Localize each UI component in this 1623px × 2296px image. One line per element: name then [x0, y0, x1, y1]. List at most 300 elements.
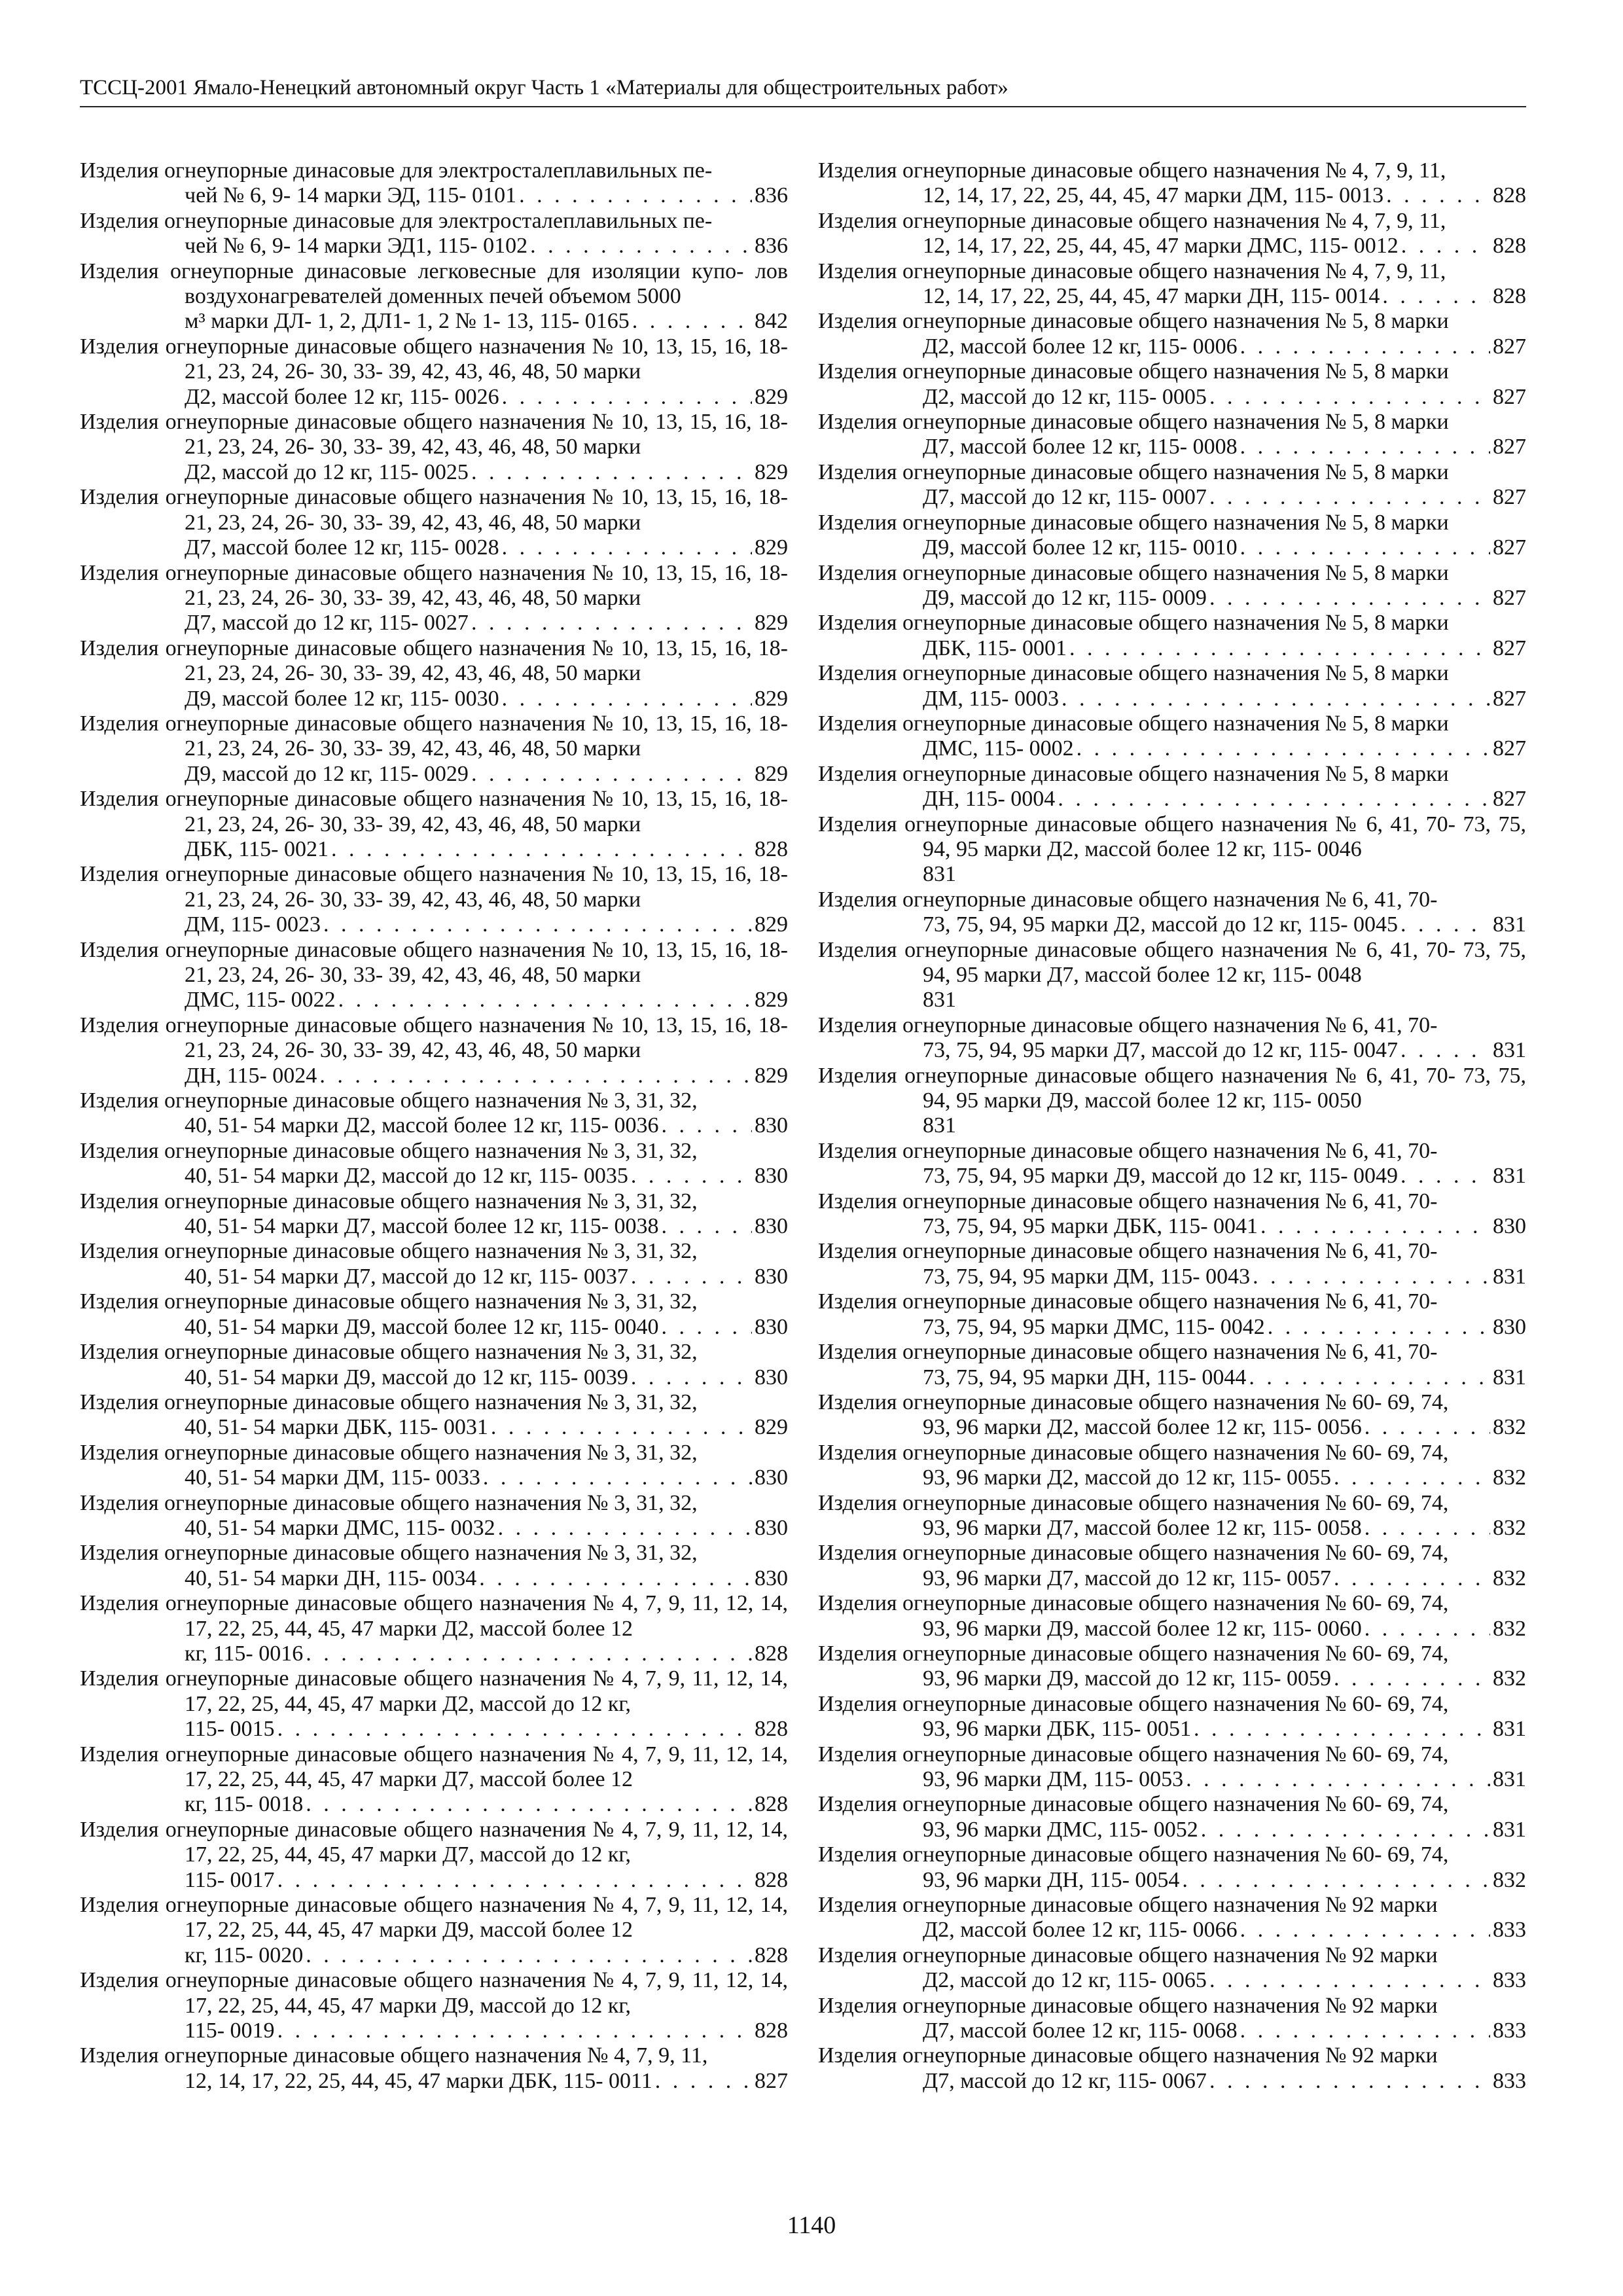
entry-last-line [185, 1641, 788, 1666]
entry-text: Д7, массой до 12 кг, 115- 0007 [923, 485, 1207, 510]
entry-text: кг, 115- 0020 [185, 1943, 304, 1967]
entry-text: Д2, массой более 12 кг, 115- 0066 [923, 1918, 1238, 1943]
entry-text: Изделия огнеупорные динасовые общего назначения № 5, 8 марки [818, 661, 1449, 686]
entry-text: 93, 96 марки Д9, массой более 12 кг, 115- 0060 [923, 1616, 1362, 1641]
page-reference: 832 [1493, 1415, 1526, 1440]
entry-text: 12, 14, 17, 22, 25, 44, 45, 47 марки Д2, массой более 12 [185, 1591, 789, 1641]
entry-last-line [185, 1516, 788, 1541]
entry-last-line [923, 636, 1526, 661]
entry-text: 831 [923, 862, 956, 887]
dot-leader [1260, 1214, 1490, 1239]
page-number: 1140 [787, 2212, 836, 2239]
entry-text: 16, 18- 21, 23, 24, 26- 30, 33- 39, 42, 43, 46, 48, 50 марки [185, 711, 788, 761]
dot-leader [1400, 912, 1490, 937]
page-reference: 833 [1493, 2018, 1526, 2043]
page-reference: 827 [1493, 636, 1526, 660]
entry-text: ДБК, 115- 0021 [185, 836, 329, 861]
entry-text: 12, 14, 17, 22, 25, 44, 45, 47 марки Д7, массой более 12 [185, 1742, 789, 1791]
entry-text: Изделия огнеупорные динасовые общего назначения № 4, 7, 9, 11, [818, 158, 1446, 183]
index-entry [818, 1139, 1526, 1189]
entry-text: чей № 6, 9- 14 марки ЭД, 115- 0101 [185, 183, 517, 208]
entry-text: Изделия огнеупорные динасовые общего назначения № 10, 13, 15, [80, 862, 718, 887]
page-reference: 833 [1493, 2068, 1526, 2093]
entry-text: 12, 14, 17, 22, 25, 44, 45, 47 марки Д7, массой до 12 кг, [185, 1817, 789, 1867]
index-entry [80, 334, 788, 410]
page-reference: 830 [755, 1214, 788, 1239]
entry-text: Изделия огнеупорные динасовые легковесные для изоляции купо- [80, 259, 744, 283]
entry-text: 40, 51- 54 марки ДМ, 115- 0033 [185, 1465, 480, 1490]
page-reference: 828 [755, 1792, 788, 1817]
entry-last-line [923, 912, 1526, 937]
entry-text: Изделия огнеупорные динасовые общего назначения № 6, 41, 70- [818, 1063, 1455, 1088]
page-reference: 827 [755, 2068, 788, 2093]
index-entry [80, 1088, 788, 1139]
dot-leader [1186, 1767, 1490, 1792]
entry-last-line [185, 988, 788, 1013]
dot-leader [1209, 485, 1490, 510]
dot-leader [1209, 385, 1490, 410]
entry-last-line [185, 309, 788, 334]
page-reference: 828 [755, 1943, 788, 1967]
entry-text: Д9, массой до 12 кг, 115- 0029 [185, 761, 469, 786]
dot-leader [1240, 334, 1490, 359]
entry-text: Д2, массой более 12 кг, 115- 0026 [185, 384, 499, 409]
page-reference: 836 [755, 234, 788, 259]
index-entry [80, 1239, 788, 1289]
entry-last-line [185, 837, 788, 862]
entry-last-line [923, 1415, 1526, 1440]
dot-leader [502, 687, 752, 711]
page-reference: 827 [1493, 535, 1526, 560]
entry-last-line [185, 687, 788, 711]
entry-last-line [923, 1265, 1526, 1289]
page-reference: 842 [755, 309, 788, 334]
entry-last-line [185, 1064, 788, 1088]
page-reference: 827 [1493, 686, 1526, 711]
entry-last-line [923, 1566, 1526, 1591]
entry-last-line [185, 1214, 788, 1239]
entry-text: Д7, массой до 12 кг, 115- 0067 [923, 2068, 1207, 2093]
entry-text: Д2, массой более 12 кг, 115- 0006 [923, 334, 1238, 359]
entry-text: Изделия огнеупорные динасовые общего назначения № 4, 7, 9, 11, [80, 1666, 719, 1691]
page-reference: 828 [755, 836, 788, 861]
dot-leader [323, 912, 752, 937]
index-entry [818, 1842, 1526, 1893]
page-reference: 831 [1493, 1767, 1526, 1791]
entry-last-line [185, 460, 788, 485]
index-entry [818, 611, 1526, 661]
running-header: ТССЦ-2001 Ямало-Ненецкий автономный округ Часть 1 «Материалы для общестроительных работ» [80, 73, 1526, 107]
entry-last-line [185, 1113, 788, 1138]
entry-text: 73, 75, 94, 95 марки Д9, массой более 12 кг, 115- 0050 [923, 1063, 1527, 1113]
entry-text: Изделия огнеупорные динасовые общего назначения № 5, 8 марки [818, 761, 1449, 786]
entry-text: 115- 0019 [185, 2018, 275, 2043]
entry-text: 73, 75, 94, 95 марки Д2, массой до 12 кг, 115- 0045 [923, 912, 1399, 937]
page-reference: 831 [1493, 1264, 1526, 1289]
dot-leader [471, 611, 752, 636]
dot-leader [277, 1717, 752, 1742]
entry-last-line [185, 2069, 788, 2094]
dot-leader [1364, 1516, 1490, 1541]
page-reference: 833 [1493, 1918, 1526, 1943]
entry-last-line [185, 1792, 788, 1817]
page-reference: 829 [755, 459, 788, 484]
dot-leader [1058, 787, 1490, 812]
dot-leader [1061, 687, 1490, 711]
index-entry [818, 1491, 1526, 1541]
entry-last-line [923, 435, 1526, 459]
entry-text: Изделия огнеупорные динасовые общего назначения № 4, 7, 9, 11, [80, 2043, 708, 2068]
index-entry [818, 158, 1526, 209]
page-reference: 832 [1493, 1515, 1526, 1540]
entry-text: Д7, массой более 12 кг, 115- 0068 [923, 2018, 1238, 2043]
index-entry [818, 1340, 1526, 1390]
entry-last-line [185, 1868, 788, 1893]
entry-text: Изделия огнеупорные динасовые общего назначения № 10, 13, 15, [80, 334, 718, 359]
dot-leader [1240, 2018, 1490, 2043]
dot-leader [631, 1365, 752, 1390]
page-reference: 827 [1493, 384, 1526, 409]
entry-text: 73, 75, 94, 95 марки Д7, массой до 12 кг, 115- 0047 [923, 1038, 1399, 1063]
index-entry [80, 410, 788, 485]
index-entry [80, 787, 788, 862]
entry-text: Изделия огнеупорные динасовые общего назначения № 60- 69, 74, [818, 1390, 1449, 1414]
entry-text: 12, 14, 17, 22, 25, 44, 45, 47 марки ДБК, 115- 0011 [185, 2068, 652, 2093]
page-reference: 830 [755, 1314, 788, 1339]
entry-last-line [923, 1164, 1526, 1189]
index-entry [818, 561, 1526, 611]
entry-text: Д9, массой более 12 кг, 115- 0030 [185, 686, 499, 711]
index-entry [818, 309, 1526, 359]
index-entry [818, 410, 1526, 460]
index-entry [818, 1390, 1526, 1441]
index-entry [818, 1742, 1526, 1793]
entry-text: Д9, массой более 12 кг, 115- 0010 [923, 535, 1238, 560]
index-entry [818, 888, 1526, 938]
dot-leader [519, 183, 752, 208]
entry-text: 16, 18- 21, 23, 24, 26- 30, 33- 39, 42, 43, 46, 48, 50 марки [185, 560, 788, 610]
entry-text: Изделия огнеупорные динасовые общего назначения № 5, 8 марки [818, 510, 1449, 535]
entry-text: ДМ, 115- 0003 [923, 686, 1059, 711]
dot-leader [1201, 1818, 1490, 1842]
index-entry [818, 1289, 1526, 1340]
entry-text: Изделия огнеупорные динасовые общего назначения № 5, 8 марки [818, 459, 1449, 484]
index-entry [818, 511, 1526, 561]
entry-text: Изделия огнеупорные динасовые общего назначения № 92 марки [818, 1943, 1438, 1967]
entry-text: лов воздухонагревателей доменных печей объемом 5000 [185, 259, 788, 309]
entry-last-line [185, 1415, 788, 1440]
entry-text: ДМС, 115- 0002 [923, 736, 1074, 761]
entry-text: 93, 96 марки ДН, 115- 0054 [923, 1867, 1180, 1892]
entry-text: Изделия огнеупорные динасовые общего назначения № 60- 69, 74, [818, 1440, 1449, 1465]
entry-last-line [185, 1465, 788, 1490]
dot-leader [1069, 636, 1490, 661]
dot-leader [631, 1265, 752, 1289]
page-reference: 828 [1493, 183, 1526, 208]
entry-text: Изделия огнеупорные динасовые общего назначения № 92 марки [818, 1893, 1438, 1918]
entry-last-line [185, 385, 788, 410]
entry-text: 12, 14, 17, 22, 25, 44, 45, 47 марки ДМ, 115- 0013 [923, 183, 1384, 208]
entry-last-line [923, 586, 1526, 611]
dot-leader [306, 1943, 752, 1968]
entry-last-line [185, 912, 788, 937]
page-reference: 828 [1493, 284, 1526, 309]
entry-last-line [923, 2018, 1526, 2043]
entry-last-line [923, 736, 1526, 761]
entry-last-line [923, 988, 1526, 1013]
page-reference: 830 [1493, 1214, 1526, 1239]
dot-leader [1364, 1617, 1490, 1641]
page-reference: 830 [755, 1113, 788, 1138]
entry-text: кг, 115- 0016 [185, 1641, 304, 1666]
entry-last-line [185, 762, 788, 787]
entry-text: Изделия огнеупорные динасовые общего назначения № 5, 8 марки [818, 410, 1449, 435]
dot-leader [1240, 435, 1490, 459]
dot-leader [306, 1792, 752, 1817]
dot-leader [471, 762, 752, 787]
dot-leader [1268, 1315, 1490, 1340]
entry-last-line [923, 284, 1526, 309]
index-entry [80, 209, 788, 259]
dot-leader [277, 2018, 752, 2043]
entry-text: Изделия огнеупорные динасовые общего назначения № 4, 7, 9, 11, [80, 1817, 719, 1842]
index-entry [818, 1441, 1526, 1491]
dot-leader [1386, 183, 1490, 208]
index-entry [818, 1943, 1526, 1994]
entry-text: Изделия огнеупорные динасовые общего назначения № 6, 41, 70- [818, 1013, 1438, 1037]
index-entry [818, 1013, 1526, 1064]
entry-text: 73, 75, 94, 95 марки ДБК, 115- 0041 [923, 1214, 1258, 1239]
dot-leader [502, 385, 752, 410]
page-reference: 832 [1493, 1666, 1526, 1691]
entry-text: Изделия огнеупорные динасовые общего назначения № 5, 8 марки [818, 560, 1449, 585]
index-entry [818, 1792, 1526, 1842]
dot-leader [498, 1516, 752, 1541]
index-entry [80, 259, 788, 334]
entry-last-line [185, 535, 788, 560]
entry-text: 73, 75, 94, 95 марки ДН, 115- 0044 [923, 1365, 1247, 1390]
index-entry [818, 1893, 1526, 1943]
entry-text: Изделия огнеупорные динасовые общего назначения № 5, 8 марки [818, 359, 1449, 384]
page-reference: 831 [1493, 1817, 1526, 1842]
entry-text: м³ марки ДЛ- 1, 2, ДЛ1- 1, 2 № 1- 13, 115- 0165 [185, 309, 630, 334]
entry-last-line [185, 1265, 788, 1289]
entry-text: 16, 18- 21, 23, 24, 26- 30, 33- 39, 42, 43, 46, 48, 50 марки [185, 862, 788, 912]
page-reference: 828 [755, 2018, 788, 2043]
entry-text: Изделия огнеупорные динасовые общего назначения № 3, 31, 32, [80, 1189, 698, 1213]
dot-leader [483, 1465, 752, 1490]
dot-leader [1334, 1465, 1490, 1490]
dot-leader [1209, 586, 1490, 611]
dot-leader [1334, 1566, 1490, 1591]
page-reference: 827 [1493, 485, 1526, 510]
page-reference: 832 [1493, 1566, 1526, 1590]
entry-text: ДН, 115- 0024 [185, 1063, 317, 1088]
index-entry [80, 561, 788, 636]
entry-text: 40, 51- 54 марки ДН, 115- 0034 [185, 1566, 477, 1590]
entry-text: Изделия огнеупорные динасовые общего назначения № 4, 7, 9, 11, [80, 1893, 719, 1918]
right-column [818, 158, 1526, 2094]
index-entry [818, 1239, 1526, 1289]
entry-text: чей № 6, 9- 14 марки ЭД1, 115- 0102 [185, 234, 528, 259]
dot-leader [277, 1868, 752, 1893]
entry-text: 93, 96 марки ДБК, 115- 0051 [923, 1717, 1192, 1742]
index-entry [818, 1692, 1526, 1742]
entry-last-line [185, 1566, 788, 1591]
dot-leader [1240, 535, 1490, 560]
page-reference: 831 [1493, 1038, 1526, 1063]
page-reference: 827 [1493, 736, 1526, 761]
entry-last-line [923, 1315, 1526, 1340]
entry-text: Изделия огнеупорные динасовые общего назначения № 10, 13, 15, [80, 787, 718, 812]
index-entry [80, 485, 788, 560]
dot-leader [1382, 284, 1490, 309]
page-reference: 836 [755, 183, 788, 208]
entry-text: Изделия огнеупорные динасовые общего назначения № 3, 31, 32, [80, 1289, 698, 1314]
entry-text: 40, 51- 54 марки ДБК, 115- 0031 [185, 1415, 488, 1440]
dot-leader [1194, 1717, 1490, 1742]
index-entry [818, 359, 1526, 410]
entry-last-line [923, 1465, 1526, 1490]
index-entry [80, 1289, 788, 1340]
index-entry [80, 158, 788, 209]
entry-text: Изделия огнеупорные динасовые общего назначения № 4, 7, 9, 11, [818, 259, 1446, 283]
entry-last-line [923, 1666, 1526, 1691]
entry-last-line [923, 234, 1526, 259]
entry-text: Изделия огнеупорные динасовые общего назначения № 5, 8 марки [818, 309, 1449, 334]
entry-last-line [923, 1968, 1526, 1993]
entry-text: 16, 18- 21, 23, 24, 26- 30, 33- 39, 42, 43, 46, 48, 50 марки [185, 937, 788, 987]
dot-leader [662, 1315, 752, 1340]
entry-last-line [923, 1868, 1526, 1893]
dot-leader [471, 460, 752, 485]
entry-last-line [923, 862, 1526, 887]
dot-leader [1240, 1918, 1490, 1943]
dot-leader [502, 535, 752, 560]
entry-last-line [185, 1315, 788, 1340]
entry-text: ДМ, 115- 0023 [185, 912, 321, 937]
entry-text: ДН, 115- 0004 [923, 787, 1056, 812]
entry-text: Д9, массой до 12 кг, 115- 0009 [923, 585, 1207, 610]
entry-text: Изделия огнеупорные динасовые общего назначения № 3, 31, 32, [80, 1541, 698, 1566]
index-entry [818, 2043, 1526, 2094]
entry-text: Изделия огнеупорные динасовые общего назначения № 6, 41, 70- [818, 1189, 1438, 1213]
dot-leader [1209, 1968, 1490, 1993]
entry-last-line [923, 535, 1526, 560]
entry-text: 16, 18- 21, 23, 24, 26- 30, 33- 39, 42, 43, 46, 48, 50 марки [185, 636, 788, 686]
page-reference: 831 [1493, 1365, 1526, 1390]
entry-text: Изделия огнеупорные динасовые общего назначения № 6, 41, 70- [818, 887, 1438, 912]
entry-last-line [923, 1038, 1526, 1063]
dot-leader [1401, 234, 1490, 259]
entry-last-line [923, 787, 1526, 812]
entry-last-line [923, 485, 1526, 510]
index-entry [80, 1591, 788, 1666]
dot-leader [479, 1566, 752, 1591]
entry-text: Изделия огнеупорные динасовые общего назначения № 6, 41, 70- [818, 1239, 1438, 1264]
entry-last-line [923, 334, 1526, 359]
entry-text: Изделия огнеупорные динасовые общего назначения № 60- 69, 74, [818, 1541, 1449, 1566]
index-entry [80, 1340, 788, 1390]
index-entry [80, 1818, 788, 1893]
entry-last-line [923, 1717, 1526, 1742]
entry-last-line [923, 385, 1526, 410]
entry-text: Изделия огнеупорные динасовые общего назначения № 10, 13, 15, [80, 1013, 718, 1037]
entry-text: кг, 115- 0018 [185, 1792, 304, 1817]
index-entry [80, 1013, 788, 1088]
entry-last-line [923, 1113, 1526, 1138]
entry-text: Изделия огнеупорные динасовые общего назначения № 60- 69, 74, [818, 1842, 1449, 1867]
entry-text: 40, 51- 54 марки ДМС, 115- 0032 [185, 1515, 495, 1540]
index-entry [80, 862, 788, 937]
entry-last-line [923, 2069, 1526, 2094]
index-entry [818, 1189, 1526, 1240]
entry-last-line [923, 1214, 1526, 1239]
entry-text: 73, 75, 94, 95 марки Д9, массой до 12 кг, 115- 0049 [923, 1164, 1399, 1189]
index-entry [80, 1189, 788, 1240]
entry-text: Изделия огнеупорные динасовые общего назначения № 92 марки [818, 2043, 1438, 2068]
entry-last-line [923, 183, 1526, 208]
dot-leader [1400, 1038, 1490, 1063]
dot-leader [1400, 1164, 1490, 1189]
entry-text: 73, 75, 94, 95 марки Д7, массой более 12 кг, 115- 0048 [923, 937, 1527, 987]
entry-text: Изделия огнеупорные динасовые общего назначения № 10, 13, 15, [80, 711, 718, 736]
page-reference: 830 [755, 1365, 788, 1390]
entry-text: Д7, массой до 12 кг, 115- 0027 [185, 611, 469, 636]
entry-text: Изделия огнеупорные динасовые общего назначения № 5, 8 марки [818, 611, 1449, 636]
entry-text: Изделия огнеупорные динасовые общего назначения № 3, 31, 32, [80, 1239, 698, 1264]
entry-last-line [185, 1717, 788, 1742]
entry-text: Изделия огнеупорные динасовые общего назначения № 6, 41, 70- [818, 1340, 1438, 1365]
entry-text: 93, 96 марки ДМ, 115- 0053 [923, 1767, 1184, 1791]
dot-leader [530, 234, 752, 259]
dot-leader [1182, 1868, 1490, 1893]
index-entry [80, 1893, 788, 1968]
entry-text: 16, 18- 21, 23, 24, 26- 30, 33- 39, 42, 43, 46, 48, 50 марки [185, 787, 788, 836]
page-reference: 827 [1493, 585, 1526, 610]
entry-text: Изделия огнеупорные динасовые общего назначения № 3, 31, 32, [80, 1340, 698, 1365]
index-entry [80, 1491, 788, 1541]
page-reference: 829 [755, 384, 788, 409]
entry-last-line [185, 1365, 788, 1390]
page-reference: 830 [755, 1164, 788, 1189]
entry-text: Изделия огнеупорные динасовые общего назначения № 6, 41, 70- [818, 1138, 1438, 1163]
entry-text: Изделия огнеупорные динасовые общего назначения № 60- 69, 74, [818, 1641, 1449, 1666]
page-reference: 832 [1493, 1465, 1526, 1490]
entry-text: Изделия огнеупорные динасовые общего назначения № 10, 13, 15, [80, 937, 718, 962]
entry-text: Изделия огнеупорные динасовые общего назначения № 4, 7, 9, 11, [80, 1591, 719, 1616]
page-reference: 827 [1493, 787, 1526, 812]
entry-text: 831 [923, 1113, 956, 1138]
entry-last-line [923, 1365, 1526, 1390]
entry-text: Изделия огнеупорные динасовые общего назначения № 3, 31, 32, [80, 1390, 698, 1414]
page-reference: 828 [755, 1717, 788, 1742]
page-reference: 832 [1493, 1616, 1526, 1641]
page-reference: 830 [755, 1465, 788, 1490]
dot-leader [632, 309, 752, 334]
entry-text: 93, 96 марки Д7, массой более 12 кг, 115- 0058 [923, 1515, 1362, 1540]
entry-text: Изделия огнеупорные динасовые общего назначения № 10, 13, 15, [80, 636, 718, 660]
dot-leader [1364, 1415, 1490, 1440]
page-reference: 829 [755, 686, 788, 711]
entry-text: 40, 51- 54 марки Д9, массой более 12 кг, 115- 0040 [185, 1314, 659, 1339]
entry-text: Изделия огнеупорные динасовые общего назначения № 6, 41, 70- [818, 1289, 1438, 1314]
page-reference: 831 [1493, 1164, 1526, 1189]
entry-text: Изделия огнеупорные динасовые для электросталеплавильных пе- [80, 158, 713, 183]
entry-text: 831 [923, 988, 956, 1013]
entry-text: 93, 96 марки Д2, массой до 12 кг, 115- 0055 [923, 1465, 1332, 1490]
page-reference: 828 [1493, 234, 1526, 259]
